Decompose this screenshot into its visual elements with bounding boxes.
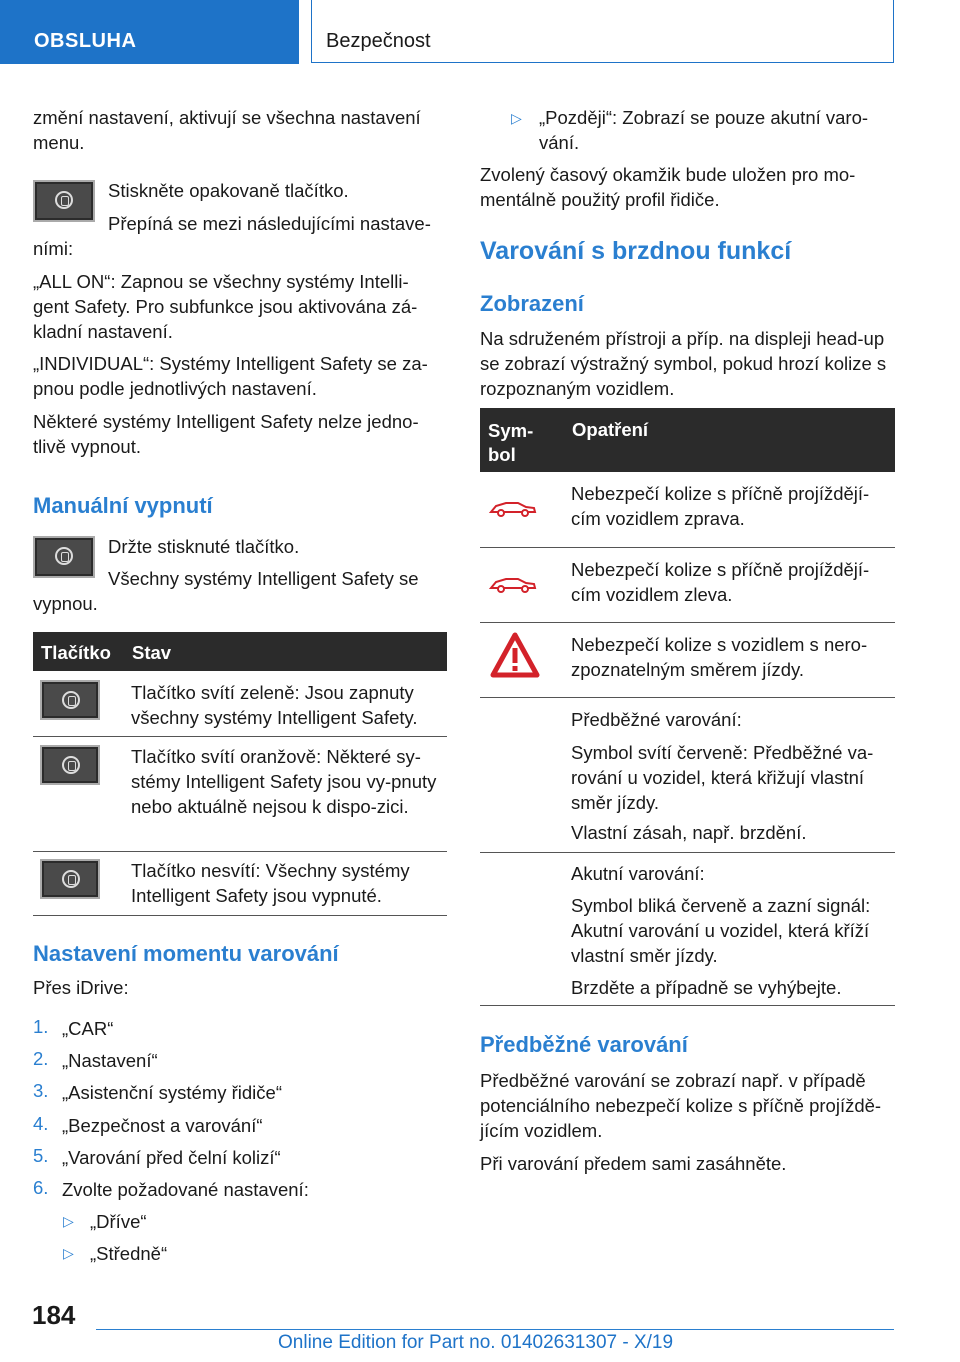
topic-tab [311, 0, 894, 63]
pre-warning-text: Předběžné varování se zobrazí např. v případě potenciálního nebezpečí kolize s příčně projíždě-jícím vozidlem. [480, 1070, 882, 1141]
safety-button-icon [33, 536, 95, 578]
green-button-icon [40, 680, 100, 720]
individual-text: „INDIVIDUAL“: Systémy Intelligent Safety se za-pnou podle jednotlivých nastavení. [33, 353, 428, 399]
pre-warning-text2: Při varování předem sami zasáhněte. [480, 1153, 787, 1174]
table-row: Tlačítko svítí zeleně: Jsou zapnuty všechny systémy Intelligent Safety. [131, 682, 418, 728]
list-item: „Bezpečnost a varování“ [62, 1115, 263, 1136]
list-item: Zvolte požadované nastavení: [62, 1179, 309, 1200]
table-row: Nebezpečí kolize s příčně projíždějí-cím vozidlem zleva. [571, 559, 870, 605]
option-item: „Dříve“ [90, 1211, 147, 1232]
list-item: „Asistenční systémy řidiče“ [62, 1082, 282, 1103]
footer-rule [96, 1329, 894, 1330]
table-row-title: Předběžné varování: [571, 709, 742, 730]
table-row: Nebezpečí kolize s vozidlem s nero-zpoznatelným směrem jízdy. [571, 634, 868, 680]
page-number: 184 [32, 1300, 76, 1330]
table-row: Vlastní zásah, např. brzdění. [571, 822, 807, 843]
col-symbol: Sym-bol [488, 420, 534, 465]
bullet-triangle-icon: ▷ [511, 110, 522, 126]
step-number: 1. [33, 1016, 49, 1037]
topic-label: Bezpečnost [326, 30, 431, 52]
table-row: Tlačítko svítí oranžově: Některé sy-stémy Intelligent Safety jsou vy-pnuty nebo aktuálně nejsou k dispo-zici. [131, 746, 437, 817]
timing-title: Nastavení momentu varování [33, 941, 339, 966]
stored-text: Zvolený časový okamžik bude uložen pro mo-mentálně použitý profil řidiče. [480, 164, 856, 210]
off-button-icon [40, 859, 100, 899]
table-row: Nebezpečí kolize s příčně projíždějí-cím vozidlem zprava. [571, 483, 870, 529]
table-row: Symbol svítí červeně: Předběžné va-rování u vozidel, která křižují vlastní směr jízdy. [571, 742, 874, 813]
orange-button-icon [40, 745, 100, 785]
step-number: 4. [33, 1113, 49, 1134]
divider [33, 851, 447, 852]
all-off-text: Všechny systémy Intelligent Safety se [108, 568, 419, 589]
col-button: Tlačítko [41, 642, 111, 663]
step-number: 2. [33, 1048, 49, 1069]
some-cannot-text: Některé systémy Intelligent Safety nelze jedno-tlivě vypnout. [33, 411, 419, 457]
all-off-cont: vypnou. [33, 593, 98, 614]
display-text: Na sdruženém přístroji a příp. na displeji head-up se zobrazí výstražný symbol, pokud hrozí kolize s rozpoznaným vozidlem. [480, 328, 887, 399]
divider [480, 1005, 895, 1006]
all-on-text: „ALL ON“: Zapnou se všechny systémy Intelli-gent Safety. Pro subfunkce jsou aktivována zá-kladní nastavení. [33, 271, 418, 342]
section-label: OBSLUHA [34, 30, 137, 52]
col-state: Stav [132, 642, 172, 663]
later-text: „Později“: Zobrazí se pouze akutní varo-vání. [539, 107, 869, 153]
switches-text: Přepíná se mezi následujícími nastave- [108, 213, 431, 234]
step-number: 5. [33, 1145, 49, 1166]
step-number: 6. [33, 1177, 49, 1198]
divider [480, 622, 895, 623]
button-table-header [33, 632, 447, 671]
divider [480, 697, 895, 698]
brake-warning-title: Varování s brzdnou funkcí [480, 237, 792, 265]
cross-traffic-right-icon [488, 496, 538, 520]
step-number: 3. [33, 1080, 49, 1101]
pre-warning-title: Předběžné varování [480, 1032, 688, 1057]
option-item: „Středně“ [90, 1243, 168, 1264]
bullet-triangle-icon: ▷ [63, 1213, 74, 1229]
table-row: Symbol bliká červeně a zazní signál: Akutní varování u vozidel, která kříží vlastní směr jízdy. [571, 895, 871, 966]
divider [33, 736, 447, 737]
table-row-title: Akutní varování: [571, 863, 705, 884]
list-item: „Varování před čelní kolizí“ [62, 1147, 281, 1168]
divider [480, 852, 895, 853]
intro-text: změní nastavení, aktivují se všechna nastavení menu. [33, 107, 421, 153]
cross-traffic-left-icon [488, 572, 538, 596]
divider [33, 915, 447, 916]
bullet-triangle-icon: ▷ [63, 1245, 74, 1261]
section-tab [0, 0, 299, 64]
table-row: Tlačítko nesvítí: Všechny systémy Intelligent Safety jsou vypnuté. [131, 860, 410, 906]
manual-title: Manuální vypnutí [33, 493, 213, 518]
table-row: Brzděte a případně se vyhýbejte. [571, 977, 842, 998]
via-text: Přes iDrive: [33, 977, 129, 998]
list-item: „Nastavení“ [62, 1050, 158, 1071]
display-title: Zobrazení [480, 291, 584, 316]
warning-triangle-icon [490, 632, 540, 678]
symbol-table-header [480, 408, 895, 472]
edition-text: Online Edition for Part no. 01402631307 - X/19 [278, 1332, 674, 1353]
divider [480, 547, 895, 548]
list-item: „CAR“ [62, 1018, 114, 1039]
safety-button-icon [33, 180, 95, 222]
press-again-text: Stiskněte opakovaně tlačítko. [108, 180, 349, 201]
hold-text: Držte stisknuté tlačítko. [108, 536, 300, 557]
col-action: Opatření [572, 419, 649, 440]
switches-cont: ními: [33, 238, 74, 259]
